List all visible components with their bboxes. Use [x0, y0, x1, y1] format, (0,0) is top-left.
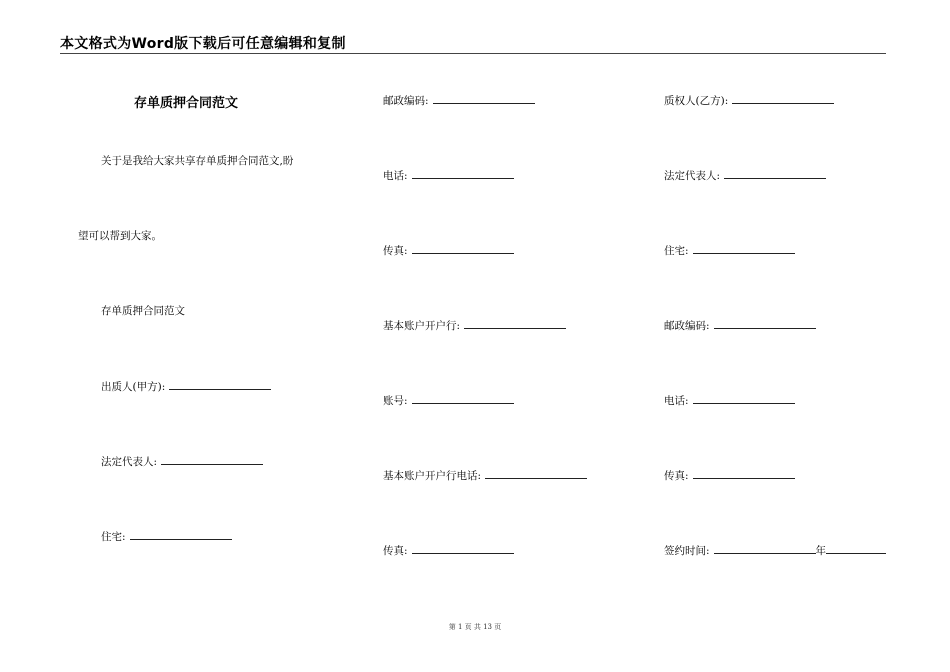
field-legal-rep-left — [101, 454, 263, 469]
field-label: 邮政编码: — [664, 320, 710, 332]
blank-line[interactable] — [693, 243, 795, 254]
field-fax-mid — [383, 243, 514, 258]
field-label: 基本账户开户行电话: — [383, 470, 482, 482]
field-label: 住宅: — [101, 531, 126, 543]
field-postcode-mid — [383, 93, 535, 108]
blank-line[interactable] — [412, 393, 514, 404]
field-label: 出质人(甲方): — [101, 381, 166, 393]
blank-line[interactable] — [169, 379, 271, 390]
blank-line[interactable] — [130, 529, 232, 540]
field-label: 法定代表人: — [664, 170, 721, 182]
header-title: 本文格式为Word版下载后可任意编辑和复制 — [60, 36, 346, 52]
field-pledgee — [664, 93, 834, 108]
field-label: 传真: — [664, 470, 689, 482]
blank-line[interactable] — [714, 543, 816, 554]
blank-line[interactable] — [714, 318, 816, 329]
blank-line[interactable] — [161, 454, 263, 465]
field-label: 签约时间: — [664, 545, 710, 557]
field-label: 电话: — [383, 170, 408, 182]
field-label: 质权人(乙方): — [664, 95, 729, 107]
intro-line-2: 望可以帮到大家。 — [78, 230, 162, 242]
field-postcode-right — [664, 318, 816, 333]
blank-line[interactable] — [693, 468, 795, 479]
field-label: 电话: — [664, 395, 689, 407]
field-label: 邮政编码: — [383, 95, 429, 107]
field-bank-phone — [383, 468, 587, 483]
field-fax-right — [664, 468, 795, 483]
header-rule — [60, 53, 886, 54]
field-fax2-mid — [383, 543, 514, 558]
field-sign-time — [664, 543, 886, 558]
blank-line[interactable] — [464, 318, 566, 329]
field-label: 住宅: — [664, 245, 689, 257]
field-label: 账号: — [383, 395, 408, 407]
field-address-right — [664, 243, 795, 258]
field-label: 基本账户开户行: — [383, 320, 461, 332]
field-bank — [383, 318, 566, 333]
blank-line[interactable] — [693, 393, 795, 404]
field-label: 传真: — [383, 245, 408, 257]
field-pledgor — [101, 379, 271, 394]
field-label: 传真: — [383, 545, 408, 557]
field-legal-rep-right — [664, 168, 826, 183]
blank-line[interactable] — [732, 93, 834, 104]
page-number: 第 1 页 共 13 页 — [448, 623, 502, 631]
document-title: 存单质押合同范文 — [134, 96, 239, 111]
section-subtitle: 存单质押合同范文 — [101, 305, 185, 317]
blank-line[interactable] — [412, 243, 514, 254]
field-phone-right — [664, 393, 795, 408]
blank-line[interactable] — [433, 93, 535, 104]
blank-line[interactable] — [412, 168, 514, 179]
blank-line[interactable] — [485, 468, 587, 479]
field-label: 法定代表人: — [101, 456, 158, 468]
field-account — [383, 393, 514, 408]
intro-line-1: 关于是我给大家共享存单质押合同范文,盼 — [101, 155, 294, 167]
field-phone-mid — [383, 168, 514, 183]
field-address-left — [101, 529, 232, 544]
blank-line[interactable] — [412, 543, 514, 554]
year-label: 年 — [815, 545, 827, 557]
blank-line[interactable] — [826, 543, 886, 554]
blank-line[interactable] — [724, 168, 826, 179]
